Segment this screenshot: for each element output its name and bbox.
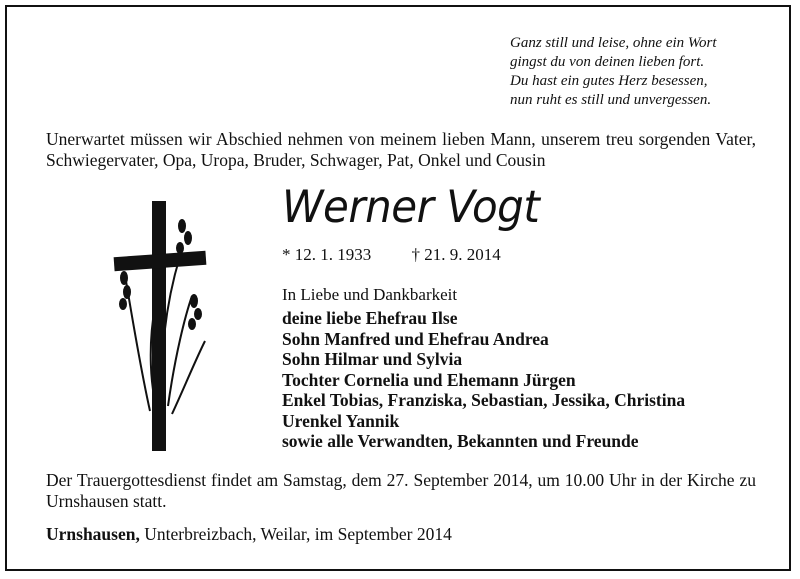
mourner-line: Sohn Hilmar und Sylvia	[282, 349, 463, 369]
poem-line: Ganz still und leise, ohne ein Wort	[510, 35, 717, 51]
cross-with-wheat-icon	[110, 196, 225, 456]
place-line	[46, 524, 452, 545]
intro-text: Unerwartet müssen wir Abschied nehmen von meinem lieben Mann, unserem treu sorgenden Vater, Schwiegervater, Opa, Uropa, Bruder, Schwager, Pat, Onkel und Cousin	[46, 129, 756, 170]
life-dates	[282, 245, 501, 265]
poem-line: nun ruht es still und unvergessen.	[510, 92, 712, 108]
death-date: † 21. 9. 2014	[411, 245, 501, 264]
mourner-line: deine liebe Ehefrau Ilse	[282, 308, 458, 328]
poem-line: Du hast ein gutes Herz besessen,	[510, 73, 708, 89]
poem	[510, 34, 717, 110]
mourner-line: Sohn Manfred und Ehefrau Andrea	[282, 328, 549, 349]
mourners-list	[282, 308, 685, 452]
mourner-line: Urenkel Yannik	[282, 410, 400, 431]
service-text: Der Trauergottesdienst findet am Samstag, dem 27. September 2014, um 10.00 Uhr in der Kirche zu Urnshausen statt.	[46, 470, 756, 511]
birth-date: * 12. 1. 1933	[282, 245, 372, 264]
mourner-line: sowie alle Verwandten, Bekannten und Freunde	[282, 431, 639, 451]
deceased-name: Werner Vogt	[282, 181, 540, 233]
place-town: Urnshausen,	[46, 524, 140, 544]
mourners-heading: In Liebe und Dankbarkeit	[282, 285, 458, 304]
poem-line: gingst du von deinen lieben fort.	[510, 54, 705, 70]
place-rest: Unterbreizbach, Weilar, im September 2014	[144, 524, 452, 544]
mourner-line: Tochter Cornelia und Ehemann Jürgen	[282, 369, 576, 390]
mourner-line: Enkel Tobias, Franziska, Sebastian, Jessika, Christina	[282, 390, 686, 410]
